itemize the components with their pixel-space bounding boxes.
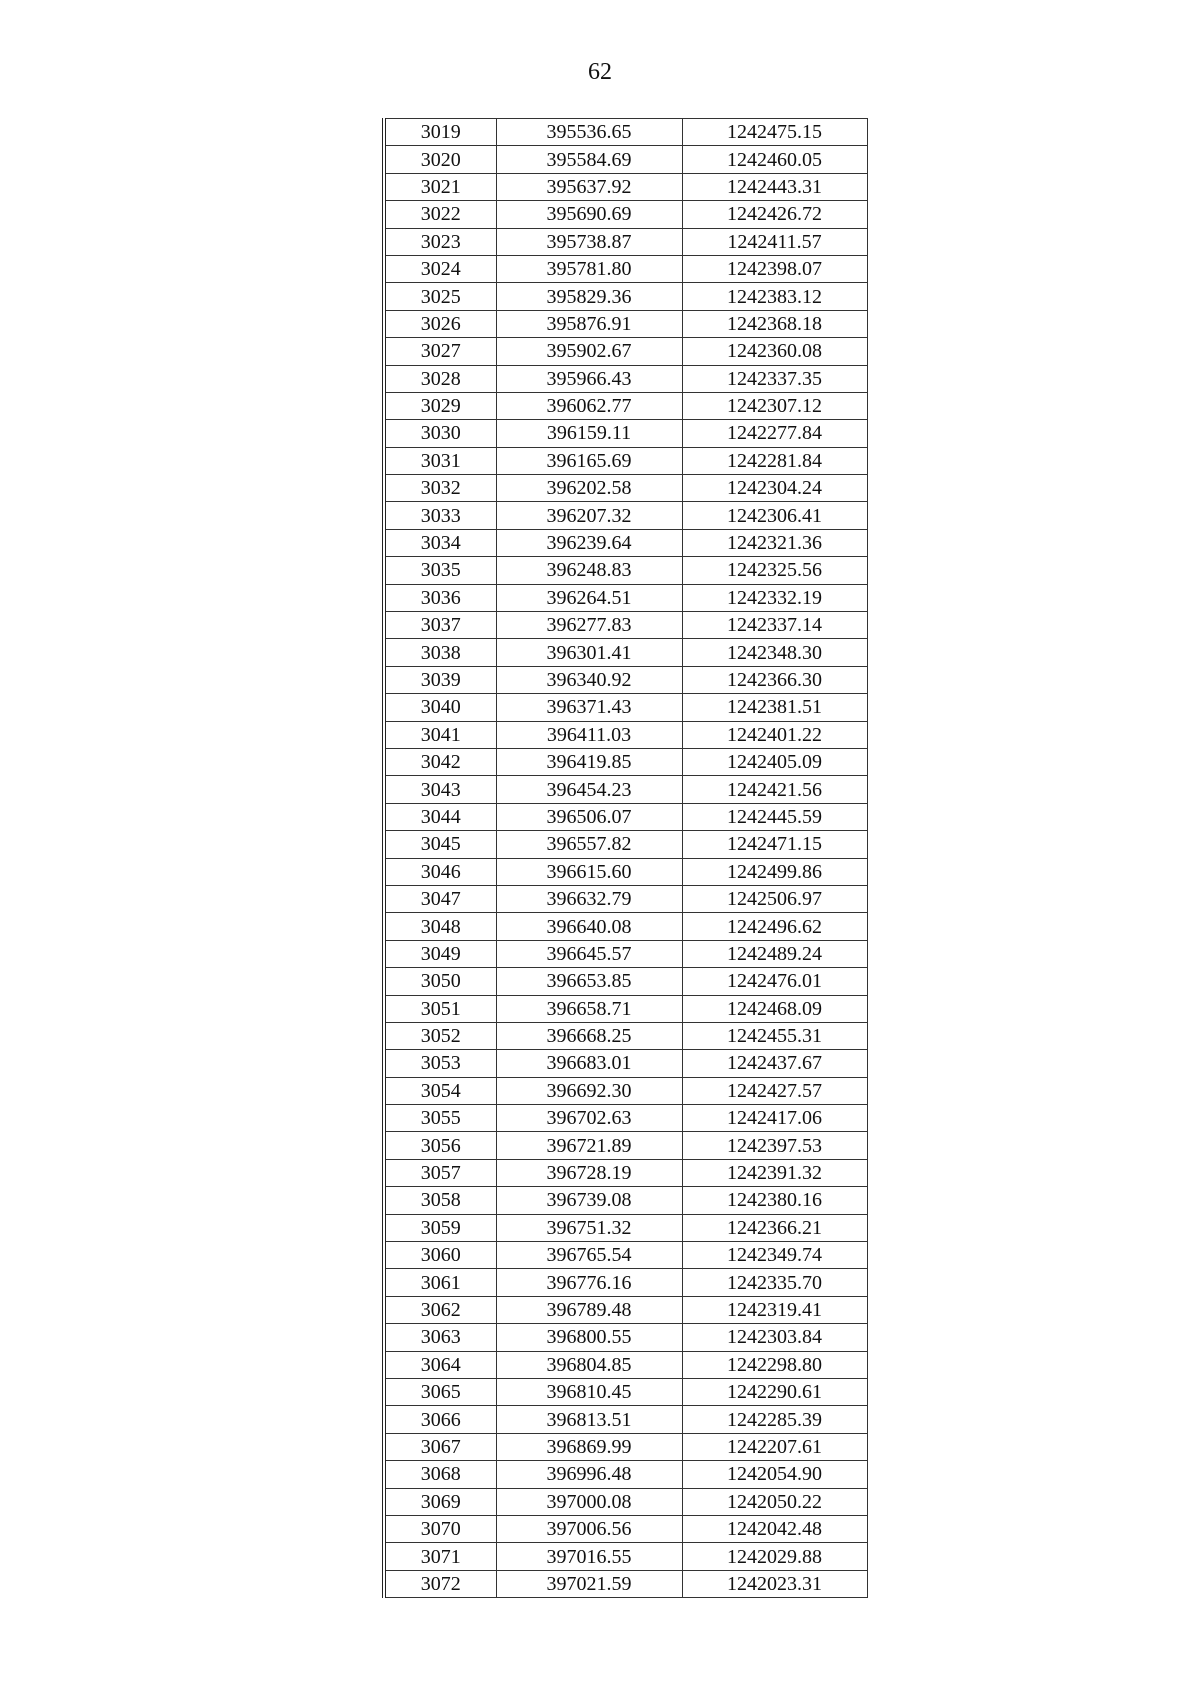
page-number: 62 [588, 59, 612, 85]
y-coordinate-cell: 1242023.31 [682, 1570, 867, 1597]
table-row [384, 475, 867, 502]
x-coordinate-cell: 396751.32 [496, 1214, 682, 1241]
point-number-cell: 3039 [384, 666, 496, 693]
x-coordinate-cell: 396248.83 [496, 557, 682, 584]
y-coordinate-cell: 1242366.21 [682, 1214, 867, 1241]
y-coordinate-cell: 1242411.57 [682, 228, 867, 255]
x-coordinate-cell: 395876.91 [496, 310, 682, 337]
y-coordinate-cell: 1242337.35 [682, 365, 867, 392]
x-coordinate-cell: 396728.19 [496, 1159, 682, 1186]
x-coordinate-cell: 397006.56 [496, 1515, 682, 1542]
point-number-cell: 3052 [384, 1022, 496, 1049]
point-number-cell: 3059 [384, 1214, 496, 1241]
table-row [384, 639, 867, 666]
x-coordinate-cell: 395584.69 [496, 146, 682, 173]
x-coordinate-cell: 395637.92 [496, 173, 682, 200]
point-number-cell: 3061 [384, 1269, 496, 1296]
y-coordinate-cell: 1242325.56 [682, 557, 867, 584]
x-coordinate-cell: 396804.85 [496, 1351, 682, 1378]
y-coordinate-cell: 1242306.41 [682, 502, 867, 529]
point-number-cell: 3035 [384, 557, 496, 584]
x-coordinate-cell: 396813.51 [496, 1406, 682, 1433]
table-row [384, 283, 867, 310]
x-coordinate-cell: 396264.51 [496, 584, 682, 611]
x-coordinate-cell: 395781.80 [496, 255, 682, 282]
y-coordinate-cell: 1242337.14 [682, 612, 867, 639]
table-row [384, 447, 867, 474]
x-coordinate-cell: 396632.79 [496, 885, 682, 912]
table-row [384, 858, 867, 885]
table-row [384, 557, 867, 584]
table-row [384, 1077, 867, 1104]
y-coordinate-cell: 1242437.67 [682, 1050, 867, 1077]
x-coordinate-cell: 396739.08 [496, 1187, 682, 1214]
point-number-cell: 3032 [384, 475, 496, 502]
table-row [384, 1105, 867, 1132]
y-coordinate-cell: 1242417.06 [682, 1105, 867, 1132]
y-coordinate-cell: 1242207.61 [682, 1433, 867, 1460]
table-row [384, 146, 867, 173]
point-number-cell: 3031 [384, 447, 496, 474]
table-row [384, 940, 867, 967]
point-number-cell: 3030 [384, 420, 496, 447]
point-number-cell: 3058 [384, 1187, 496, 1214]
table-row [384, 338, 867, 365]
point-number-cell: 3029 [384, 392, 496, 419]
x-coordinate-cell: 396165.69 [496, 447, 682, 474]
table-row [384, 1378, 867, 1405]
point-number-cell: 3067 [384, 1433, 496, 1460]
x-coordinate-cell: 395690.69 [496, 201, 682, 228]
table-row [384, 173, 867, 200]
x-coordinate-cell: 395536.65 [496, 119, 682, 146]
table-row [384, 255, 867, 282]
y-coordinate-cell: 1242304.24 [682, 475, 867, 502]
y-coordinate-cell: 1242380.16 [682, 1187, 867, 1214]
y-coordinate-cell: 1242332.19 [682, 584, 867, 611]
y-coordinate-cell: 1242368.18 [682, 310, 867, 337]
x-coordinate-cell: 396277.83 [496, 612, 682, 639]
x-coordinate-cell: 397021.59 [496, 1570, 682, 1597]
point-number-cell: 3050 [384, 968, 496, 995]
point-number-cell: 3024 [384, 255, 496, 282]
y-coordinate-cell: 1242319.41 [682, 1296, 867, 1323]
x-coordinate-cell: 395966.43 [496, 365, 682, 392]
table-row [384, 694, 867, 721]
y-coordinate-cell: 1242506.97 [682, 885, 867, 912]
y-coordinate-cell: 1242360.08 [682, 338, 867, 365]
point-number-cell: 3022 [384, 201, 496, 228]
y-coordinate-cell: 1242489.24 [682, 940, 867, 967]
y-coordinate-cell: 1242405.09 [682, 748, 867, 775]
table-row [384, 1433, 867, 1460]
x-coordinate-cell: 396996.48 [496, 1461, 682, 1488]
x-coordinate-cell: 396810.45 [496, 1378, 682, 1405]
table-row [384, 995, 867, 1022]
point-number-cell: 3026 [384, 310, 496, 337]
y-coordinate-cell: 1242335.70 [682, 1269, 867, 1296]
table-row [384, 502, 867, 529]
y-coordinate-cell: 1242401.22 [682, 721, 867, 748]
point-number-cell: 3027 [384, 338, 496, 365]
point-number-cell: 3047 [384, 885, 496, 912]
x-coordinate-cell: 395829.36 [496, 283, 682, 310]
x-coordinate-cell: 397000.08 [496, 1488, 682, 1515]
table-row [384, 420, 867, 447]
point-number-cell: 3036 [384, 584, 496, 611]
table-row [384, 1159, 867, 1186]
y-coordinate-cell: 1242460.05 [682, 146, 867, 173]
x-coordinate-cell: 396615.60 [496, 858, 682, 885]
x-coordinate-cell: 396789.48 [496, 1296, 682, 1323]
y-coordinate-cell: 1242476.01 [682, 968, 867, 995]
point-number-cell: 3041 [384, 721, 496, 748]
x-coordinate-cell: 396454.23 [496, 776, 682, 803]
x-coordinate-cell: 396159.11 [496, 420, 682, 447]
table-row [384, 1324, 867, 1351]
y-coordinate-cell: 1242496.62 [682, 913, 867, 940]
point-number-cell: 3066 [384, 1406, 496, 1433]
x-coordinate-cell: 396765.54 [496, 1242, 682, 1269]
table-row [384, 1406, 867, 1433]
y-coordinate-cell: 1242307.12 [682, 392, 867, 419]
table-row [384, 885, 867, 912]
point-number-cell: 3040 [384, 694, 496, 721]
y-coordinate-cell: 1242381.51 [682, 694, 867, 721]
y-coordinate-cell: 1242042.48 [682, 1515, 867, 1542]
point-number-cell: 3057 [384, 1159, 496, 1186]
point-number-cell: 3020 [384, 146, 496, 173]
y-coordinate-cell: 1242455.31 [682, 1022, 867, 1049]
point-number-cell: 3045 [384, 831, 496, 858]
point-number-cell: 3072 [384, 1570, 496, 1597]
table-row [384, 831, 867, 858]
y-coordinate-cell: 1242468.09 [682, 995, 867, 1022]
y-coordinate-cell: 1242321.36 [682, 529, 867, 556]
x-coordinate-cell: 396668.25 [496, 1022, 682, 1049]
table-row [384, 1461, 867, 1488]
y-coordinate-cell: 1242050.22 [682, 1488, 867, 1515]
table-row [384, 1515, 867, 1542]
x-coordinate-cell: 396692.30 [496, 1077, 682, 1104]
x-coordinate-cell: 396653.85 [496, 968, 682, 995]
point-number-cell: 3044 [384, 803, 496, 830]
x-coordinate-cell: 396557.82 [496, 831, 682, 858]
point-number-cell: 3051 [384, 995, 496, 1022]
table-row [384, 228, 867, 255]
point-number-cell: 3042 [384, 748, 496, 775]
y-coordinate-cell: 1242391.32 [682, 1159, 867, 1186]
table-row [384, 201, 867, 228]
point-number-cell: 3034 [384, 529, 496, 556]
table-row [384, 803, 867, 830]
table-row [384, 310, 867, 337]
table-row [384, 913, 867, 940]
y-coordinate-cell: 1242426.72 [682, 201, 867, 228]
point-number-cell: 3037 [384, 612, 496, 639]
y-coordinate-cell: 1242277.84 [682, 420, 867, 447]
point-number-cell: 3062 [384, 1296, 496, 1323]
table-row [384, 748, 867, 775]
point-number-cell: 3069 [384, 1488, 496, 1515]
x-coordinate-cell: 396207.32 [496, 502, 682, 529]
x-coordinate-cell: 396645.57 [496, 940, 682, 967]
x-coordinate-cell: 396419.85 [496, 748, 682, 775]
table-row [384, 968, 867, 995]
point-number-cell: 3021 [384, 173, 496, 200]
x-coordinate-cell: 396800.55 [496, 1324, 682, 1351]
table-row [384, 1570, 867, 1597]
point-number-cell: 3053 [384, 1050, 496, 1077]
x-coordinate-cell: 396721.89 [496, 1132, 682, 1159]
x-coordinate-cell: 396640.08 [496, 913, 682, 940]
coordinates-table [382, 118, 868, 1598]
y-coordinate-cell: 1242427.57 [682, 1077, 867, 1104]
y-coordinate-cell: 1242029.88 [682, 1543, 867, 1570]
table-row [384, 1488, 867, 1515]
x-coordinate-cell: 396658.71 [496, 995, 682, 1022]
point-number-cell: 3033 [384, 502, 496, 529]
y-coordinate-cell: 1242475.15 [682, 119, 867, 146]
y-coordinate-cell: 1242443.31 [682, 173, 867, 200]
x-coordinate-cell: 397016.55 [496, 1543, 682, 1570]
table-row [384, 392, 867, 419]
point-number-cell: 3071 [384, 1543, 496, 1570]
x-coordinate-cell: 396776.16 [496, 1269, 682, 1296]
y-coordinate-cell: 1242281.84 [682, 447, 867, 474]
y-coordinate-cell: 1242471.15 [682, 831, 867, 858]
point-number-cell: 3063 [384, 1324, 496, 1351]
point-number-cell: 3060 [384, 1242, 496, 1269]
table-row [384, 529, 867, 556]
x-coordinate-cell: 396702.63 [496, 1105, 682, 1132]
y-coordinate-cell: 1242348.30 [682, 639, 867, 666]
point-number-cell: 3038 [384, 639, 496, 666]
point-number-cell: 3064 [384, 1351, 496, 1378]
table-row [384, 1296, 867, 1323]
table-row [384, 365, 867, 392]
point-number-cell: 3068 [384, 1461, 496, 1488]
point-number-cell: 3049 [384, 940, 496, 967]
point-number-cell: 3025 [384, 283, 496, 310]
table-row [384, 119, 867, 146]
y-coordinate-cell: 1242298.80 [682, 1351, 867, 1378]
x-coordinate-cell: 396340.92 [496, 666, 682, 693]
x-coordinate-cell: 395738.87 [496, 228, 682, 255]
point-number-cell: 3028 [384, 365, 496, 392]
point-number-cell: 3055 [384, 1105, 496, 1132]
y-coordinate-cell: 1242383.12 [682, 283, 867, 310]
point-number-cell: 3023 [384, 228, 496, 255]
y-coordinate-cell: 1242421.56 [682, 776, 867, 803]
y-coordinate-cell: 1242290.61 [682, 1378, 867, 1405]
y-coordinate-cell: 1242366.30 [682, 666, 867, 693]
y-coordinate-cell: 1242397.53 [682, 1132, 867, 1159]
x-coordinate-cell: 396062.77 [496, 392, 682, 419]
y-coordinate-cell: 1242499.86 [682, 858, 867, 885]
table-row [384, 1022, 867, 1049]
table-row [384, 1214, 867, 1241]
y-coordinate-cell: 1242303.84 [682, 1324, 867, 1351]
table-row [384, 666, 867, 693]
point-number-cell: 3056 [384, 1132, 496, 1159]
point-number-cell: 3048 [384, 913, 496, 940]
point-number-cell: 3019 [384, 119, 496, 146]
point-number-cell: 3070 [384, 1515, 496, 1542]
y-coordinate-cell: 1242285.39 [682, 1406, 867, 1433]
x-coordinate-cell: 396683.01 [496, 1050, 682, 1077]
x-coordinate-cell: 396371.43 [496, 694, 682, 721]
x-coordinate-cell: 395902.67 [496, 338, 682, 365]
x-coordinate-cell: 396411.03 [496, 721, 682, 748]
y-coordinate-cell: 1242349.74 [682, 1242, 867, 1269]
point-number-cell: 3046 [384, 858, 496, 885]
x-coordinate-cell: 396506.07 [496, 803, 682, 830]
table-row [384, 1187, 867, 1214]
y-coordinate-cell: 1242445.59 [682, 803, 867, 830]
table-row [384, 612, 867, 639]
table-row [384, 1132, 867, 1159]
table-row [384, 721, 867, 748]
table-row [384, 1269, 867, 1296]
point-number-cell: 3065 [384, 1378, 496, 1405]
point-number-cell: 3054 [384, 1077, 496, 1104]
y-coordinate-cell: 1242398.07 [682, 255, 867, 282]
table-row [384, 776, 867, 803]
table-row [384, 584, 867, 611]
point-number-cell: 3043 [384, 776, 496, 803]
x-coordinate-cell: 396239.64 [496, 529, 682, 556]
table-row [384, 1050, 867, 1077]
x-coordinate-cell: 396301.41 [496, 639, 682, 666]
table-row [384, 1543, 867, 1570]
table-row [384, 1351, 867, 1378]
table-row [384, 1242, 867, 1269]
table-body [384, 119, 867, 1598]
x-coordinate-cell: 396202.58 [496, 475, 682, 502]
x-coordinate-cell: 396869.99 [496, 1433, 682, 1460]
y-coordinate-cell: 1242054.90 [682, 1461, 867, 1488]
